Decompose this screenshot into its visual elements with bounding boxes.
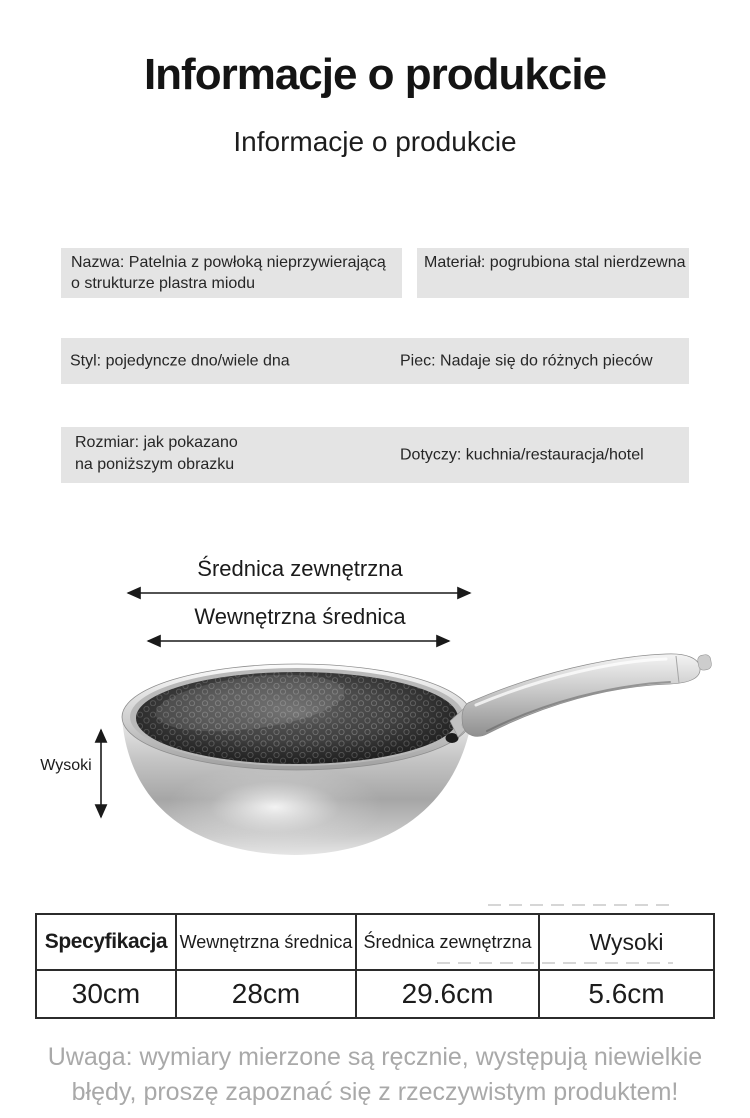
pan-image (122, 654, 712, 855)
watermark-artifact (488, 904, 670, 906)
height-label: Wysoki (40, 757, 92, 774)
spec-material: Materiał: pogrubiona stal nierdzewna (417, 248, 689, 298)
disclaimer-note: Uwaga: wymiary mierzone są ręcznie, występują niewielkie błędy, proszę zapoznać się z rzeczywistym produktem! (47, 1043, 703, 1106)
spec-usage: Dotyczy: kuchnia/restauracja/hotel (400, 446, 644, 464)
spec-table (35, 913, 715, 1019)
table-header-specification: Specyfikacja (36, 914, 176, 970)
table-value-outer-diameter: 29.6cm (356, 970, 539, 1018)
spec-bar-name-material (61, 248, 689, 298)
spec-style: Styl: pojedyncze dno/wiele dna (70, 352, 290, 370)
table-header-inner-diameter: Wewnętrzna średnica (176, 914, 356, 970)
table-row (36, 970, 714, 1018)
inner-diameter-label: Wewnętrzna średnica (194, 604, 406, 629)
spec-bar-size-usage (61, 427, 689, 483)
table-header-height: Wysoki (539, 914, 714, 970)
watermark-artifact (437, 962, 673, 964)
spec-oven: Piec: Nadaje się do różnych pieców (400, 352, 653, 370)
spec-bar-style-oven (61, 338, 689, 384)
spec-name: Nazwa: Patelnia z powłoką nieprzywierającą o strukturze plastra miodu (61, 248, 402, 298)
outer-diameter-label: Średnica zewnętrzna (197, 556, 403, 581)
spec-size: Rozmiar: jak pokazano na poniższym obrazku (75, 434, 238, 473)
pan-diagram-image (0, 545, 750, 875)
page-title: Informacje o produkcie (143, 50, 607, 99)
table-value-inner-diameter: 28cm (176, 970, 356, 1018)
page-subtitle: Informacje o produkcie (233, 126, 517, 157)
table-header-outer-diameter: Średnica zewnętrzna (356, 914, 539, 970)
table-value-specification: 30cm (36, 970, 176, 1018)
table-value-height: 5.6cm (539, 970, 714, 1018)
